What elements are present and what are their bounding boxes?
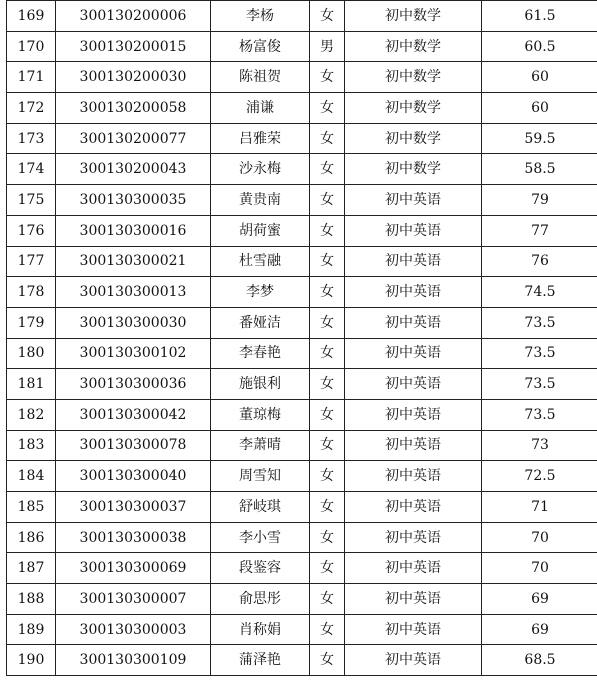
score-cell: 70 [482, 522, 597, 553]
row-number-cell: 177 [7, 246, 56, 277]
gender-cell: 男 [310, 31, 345, 62]
candidate-id-cell: 300130300013 [56, 277, 211, 308]
score-cell: 70 [482, 553, 597, 584]
subject-cell: 初中英语 [345, 522, 482, 553]
score-cell: 73.5 [482, 399, 597, 430]
table-row [7, 154, 597, 185]
gender-cell: 女 [310, 584, 345, 615]
gender-cell: 女 [310, 154, 345, 185]
gender-cell: 女 [310, 307, 345, 338]
score-cell: 59.5 [482, 123, 597, 154]
score-cell: 76 [482, 246, 597, 277]
candidate-name-cell: 施银利 [211, 369, 310, 400]
candidate-name-cell: 浦谦 [211, 93, 310, 124]
gender-cell: 女 [310, 1, 345, 32]
row-number-cell: 184 [7, 461, 56, 492]
results-table [6, 0, 597, 676]
row-number-cell: 179 [7, 307, 56, 338]
candidate-name-cell: 黄贵南 [211, 185, 310, 216]
gender-cell: 女 [310, 215, 345, 246]
gender-cell: 女 [310, 614, 345, 645]
candidate-id-cell: 300130300021 [56, 246, 211, 277]
candidate-id-cell: 300130300016 [56, 215, 211, 246]
subject-cell: 初中数学 [345, 1, 482, 32]
gender-cell: 女 [310, 62, 345, 93]
row-number-cell: 187 [7, 553, 56, 584]
table-row [7, 307, 597, 338]
candidate-name-cell: 杜雪融 [211, 246, 310, 277]
table-row [7, 185, 597, 216]
subject-cell: 初中英语 [345, 277, 482, 308]
gender-cell: 女 [310, 399, 345, 430]
subject-cell: 初中数学 [345, 154, 482, 185]
candidate-id-cell: 300130200015 [56, 31, 211, 62]
subject-cell: 初中英语 [345, 430, 482, 461]
candidate-name-cell: 番娅洁 [211, 307, 310, 338]
subject-cell: 初中英语 [345, 185, 482, 216]
table-row [7, 369, 597, 400]
candidate-id-cell: 300130300035 [56, 185, 211, 216]
row-number-cell: 183 [7, 430, 56, 461]
gender-cell: 女 [310, 185, 345, 216]
gender-cell: 女 [310, 645, 345, 676]
subject-cell: 初中英语 [345, 307, 482, 338]
gender-cell: 女 [310, 461, 345, 492]
candidate-name-cell: 舒岐琪 [211, 492, 310, 523]
table-row [7, 430, 597, 461]
candidate-name-cell: 李小雪 [211, 522, 310, 553]
subject-cell: 初中英语 [345, 614, 482, 645]
subject-cell: 初中英语 [345, 492, 482, 523]
row-number-cell: 171 [7, 62, 56, 93]
subject-cell: 初中数学 [345, 62, 482, 93]
candidate-name-cell: 肖称娟 [211, 614, 310, 645]
candidate-name-cell: 李梦 [211, 277, 310, 308]
subject-cell: 初中英语 [345, 338, 482, 369]
row-number-cell: 175 [7, 185, 56, 216]
subject-cell: 初中英语 [345, 645, 482, 676]
score-cell: 68.5 [482, 645, 597, 676]
score-cell: 60 [482, 93, 597, 124]
subject-cell: 初中数学 [345, 31, 482, 62]
table-row [7, 1, 597, 32]
score-cell: 60 [482, 62, 597, 93]
row-number-cell: 182 [7, 399, 56, 430]
subject-cell: 初中英语 [345, 461, 482, 492]
score-cell: 60.5 [482, 31, 597, 62]
row-number-cell: 176 [7, 215, 56, 246]
candidate-name-cell: 李春艳 [211, 338, 310, 369]
gender-cell: 女 [310, 553, 345, 584]
candidate-name-cell: 李萧晴 [211, 430, 310, 461]
candidate-id-cell: 300130300040 [56, 461, 211, 492]
table-row [7, 584, 597, 615]
table-row [7, 522, 597, 553]
row-number-cell: 185 [7, 492, 56, 523]
table-row [7, 338, 597, 369]
row-number-cell: 178 [7, 277, 56, 308]
candidate-name-cell: 吕雅荣 [211, 123, 310, 154]
candidate-id-cell: 300130300037 [56, 492, 211, 523]
table-row [7, 461, 597, 492]
candidate-name-cell: 沙永梅 [211, 154, 310, 185]
subject-cell: 初中英语 [345, 584, 482, 615]
table-row [7, 645, 597, 676]
candidate-id-cell: 300130200043 [56, 154, 211, 185]
table-row [7, 31, 597, 62]
score-cell: 74.5 [482, 277, 597, 308]
candidate-id-cell: 300130300038 [56, 522, 211, 553]
gender-cell: 女 [310, 123, 345, 154]
score-cell: 73 [482, 430, 597, 461]
candidate-name-cell: 杨富俊 [211, 31, 310, 62]
candidate-name-cell: 俞思彤 [211, 584, 310, 615]
subject-cell: 初中英语 [345, 369, 482, 400]
subject-cell: 初中英语 [345, 553, 482, 584]
gender-cell: 女 [310, 430, 345, 461]
score-cell: 73.5 [482, 369, 597, 400]
candidate-name-cell: 段鉴容 [211, 553, 310, 584]
subject-cell: 初中数学 [345, 123, 482, 154]
row-number-cell: 172 [7, 93, 56, 124]
subject-cell: 初中英语 [345, 215, 482, 246]
row-number-cell: 181 [7, 369, 56, 400]
score-cell: 71 [482, 492, 597, 523]
candidate-id-cell: 300130200030 [56, 62, 211, 93]
candidate-id-cell: 300130200077 [56, 123, 211, 154]
table-row [7, 246, 597, 277]
candidate-name-cell: 董琼梅 [211, 399, 310, 430]
row-number-cell: 180 [7, 338, 56, 369]
candidate-id-cell: 300130200058 [56, 93, 211, 124]
results-table-body [7, 1, 597, 676]
score-cell: 72.5 [482, 461, 597, 492]
gender-cell: 女 [310, 246, 345, 277]
score-cell: 61.5 [482, 1, 597, 32]
gender-cell: 女 [310, 93, 345, 124]
subject-cell: 初中英语 [345, 246, 482, 277]
candidate-id-cell: 300130300078 [56, 430, 211, 461]
score-cell: 69 [482, 584, 597, 615]
candidate-id-cell: 300130300069 [56, 553, 211, 584]
candidate-id-cell: 300130300003 [56, 614, 211, 645]
table-row [7, 215, 597, 246]
gender-cell: 女 [310, 277, 345, 308]
candidate-id-cell: 300130300007 [56, 584, 211, 615]
table-row [7, 93, 597, 124]
table-row [7, 614, 597, 645]
candidate-name-cell: 周雪知 [211, 461, 310, 492]
score-cell: 73.5 [482, 307, 597, 338]
candidate-id-cell: 300130300030 [56, 307, 211, 338]
table-row [7, 62, 597, 93]
table-row [7, 553, 597, 584]
row-number-cell: 186 [7, 522, 56, 553]
score-cell: 69 [482, 614, 597, 645]
score-cell: 58.5 [482, 154, 597, 185]
score-cell: 73.5 [482, 338, 597, 369]
gender-cell: 女 [310, 369, 345, 400]
score-cell: 79 [482, 185, 597, 216]
table-row [7, 277, 597, 308]
table-row [7, 399, 597, 430]
row-number-cell: 189 [7, 614, 56, 645]
candidate-id-cell: 300130300036 [56, 369, 211, 400]
subject-cell: 初中英语 [345, 399, 482, 430]
score-cell: 77 [482, 215, 597, 246]
row-number-cell: 169 [7, 1, 56, 32]
row-number-cell: 173 [7, 123, 56, 154]
candidate-name-cell: 蒲泽艳 [211, 645, 310, 676]
candidate-id-cell: 300130300042 [56, 399, 211, 430]
table-row [7, 123, 597, 154]
row-number-cell: 174 [7, 154, 56, 185]
candidate-id-cell: 300130200006 [56, 1, 211, 32]
candidate-name-cell: 陈祖贺 [211, 62, 310, 93]
subject-cell: 初中数学 [345, 93, 482, 124]
table-row [7, 492, 597, 523]
gender-cell: 女 [310, 492, 345, 523]
candidate-id-cell: 300130300109 [56, 645, 211, 676]
row-number-cell: 170 [7, 31, 56, 62]
row-number-cell: 188 [7, 584, 56, 615]
gender-cell: 女 [310, 338, 345, 369]
candidate-id-cell: 300130300102 [56, 338, 211, 369]
candidate-name-cell: 胡荷蜜 [211, 215, 310, 246]
row-number-cell: 190 [7, 645, 56, 676]
candidate-name-cell: 李杨 [211, 1, 310, 32]
gender-cell: 女 [310, 522, 345, 553]
